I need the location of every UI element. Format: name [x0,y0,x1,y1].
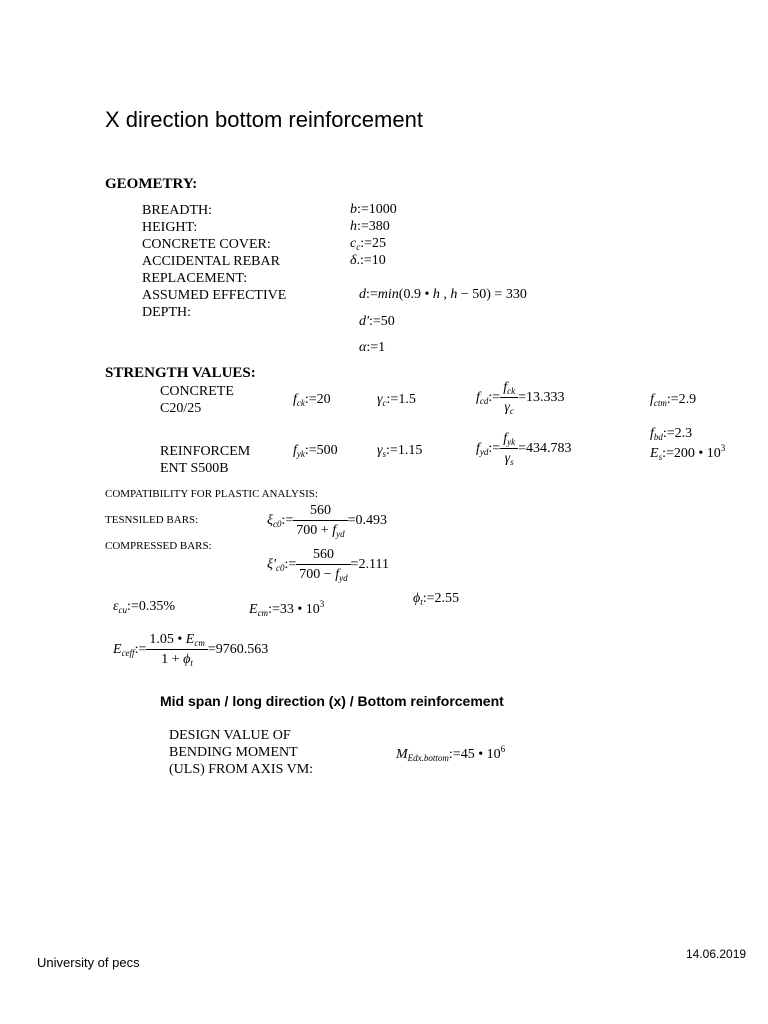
design-label-1: DESIGN VALUE OF [169,728,291,743]
effdepth-label-2: DEPTH: [142,305,191,320]
design-label-3: (ULS) FROM AXIS VM: [169,762,314,777]
fbd-expression: $f_{bd}:=2.3$ [650,426,693,442]
fyd-expression: $f_{yd}:=$ $\frac{f_{yk}}{\gamma_s}$ =434.783 [476,431,572,467]
footer-date: 14.06.2019 [686,947,747,961]
accidental-expression: δ.:=10 [350,253,386,268]
design-label-2: BENDING MOMENT [169,745,298,760]
page-title: X direction bottom reinforcement [105,107,423,132]
footer-university: University of pecs [37,955,140,970]
effective-depth-expression: d:=min(0.9 • h , h − 50) = 330 [359,287,527,302]
strength-heading: STRENGTH VALUES: [105,365,256,381]
d-prime-expression: d':=50 [359,314,395,329]
effdepth-label-1: ASSUMED EFFECTIVE [142,288,287,303]
eps-cu-expression: $\varepsilon_{cu}:=0.35\%$ [113,599,175,615]
tension-label: TESNSILED BARS: [105,514,199,526]
concrete-label-1: CONCRETE [160,384,234,399]
fcd-expression: $f_{cd}:=$ $\frac{f_{ck}}{\gamma_c}$ =13.333 [476,380,565,416]
cover-label: CONCRETE COVER: [142,237,271,252]
accidental-label-2: REPLACEMENT: [142,271,248,286]
rebar-label-2: ENT S500B [160,461,229,476]
breadth-expression: b:=1000 [350,202,397,217]
xi-prime-c0-expression: $\xi'_{c0}:=$ $\frac{560}{700 - f_{yd}}$ =2.111 [267,547,389,583]
fctm-expression: $f_{ctm}:=2.9$ [650,392,697,408]
fyk-expression: $f_{yk}:=500$ [293,443,338,459]
geometry-heading: GEOMETRY: [105,176,198,192]
es-expression: $E_s:=200$ • $10^3$ [650,443,726,462]
ecm-expression: $E_{cm}:=33$ • $10^3$ [249,599,325,618]
concrete-label-2: C20/25 [160,401,202,416]
eceff-expression: $E_{ceff}:=$ $\frac{1.05 • E_{cm}}{1 + \phi_t}$ =9760.563 [113,632,269,668]
medx-expression: $M_{Edx.bottom}:=45$ • $10^6$ [396,744,506,763]
gamma-c-expression: $\gamma_c:=1.5$ [377,392,416,408]
compressed-label: COMPRESSED BARS: [105,540,212,552]
accidental-label-1: ACCIDENTAL REBAR [142,254,280,269]
midspan-heading: Mid span / long direction (x) / Bottom reinforcement [160,693,504,709]
xi-c0-expression: $\xi_{c0}:=$ $\frac{560}{700 + f_{yd}}$ =0.493 [267,503,387,539]
compat-heading: COMPATIBILITY FOR PLASTIC ANALYSIS: [105,488,318,500]
height-label: HEIGHT: [142,220,198,235]
cover-expression: $c_c:=25$ [350,236,387,252]
fck-expression: $f_{ck}:=20$ [293,392,331,408]
breadth-label: BREADTH: [142,203,212,218]
height-expression: h:=380 [350,219,390,234]
rebar-label-1: REINFORCEM [160,444,251,459]
alpha-expression: α:=1 [359,340,386,355]
gamma-s-expression: $\gamma_s:=1.15$ [377,443,423,459]
phi-t-expression: $\phi_t:=2.55$ [413,591,460,607]
